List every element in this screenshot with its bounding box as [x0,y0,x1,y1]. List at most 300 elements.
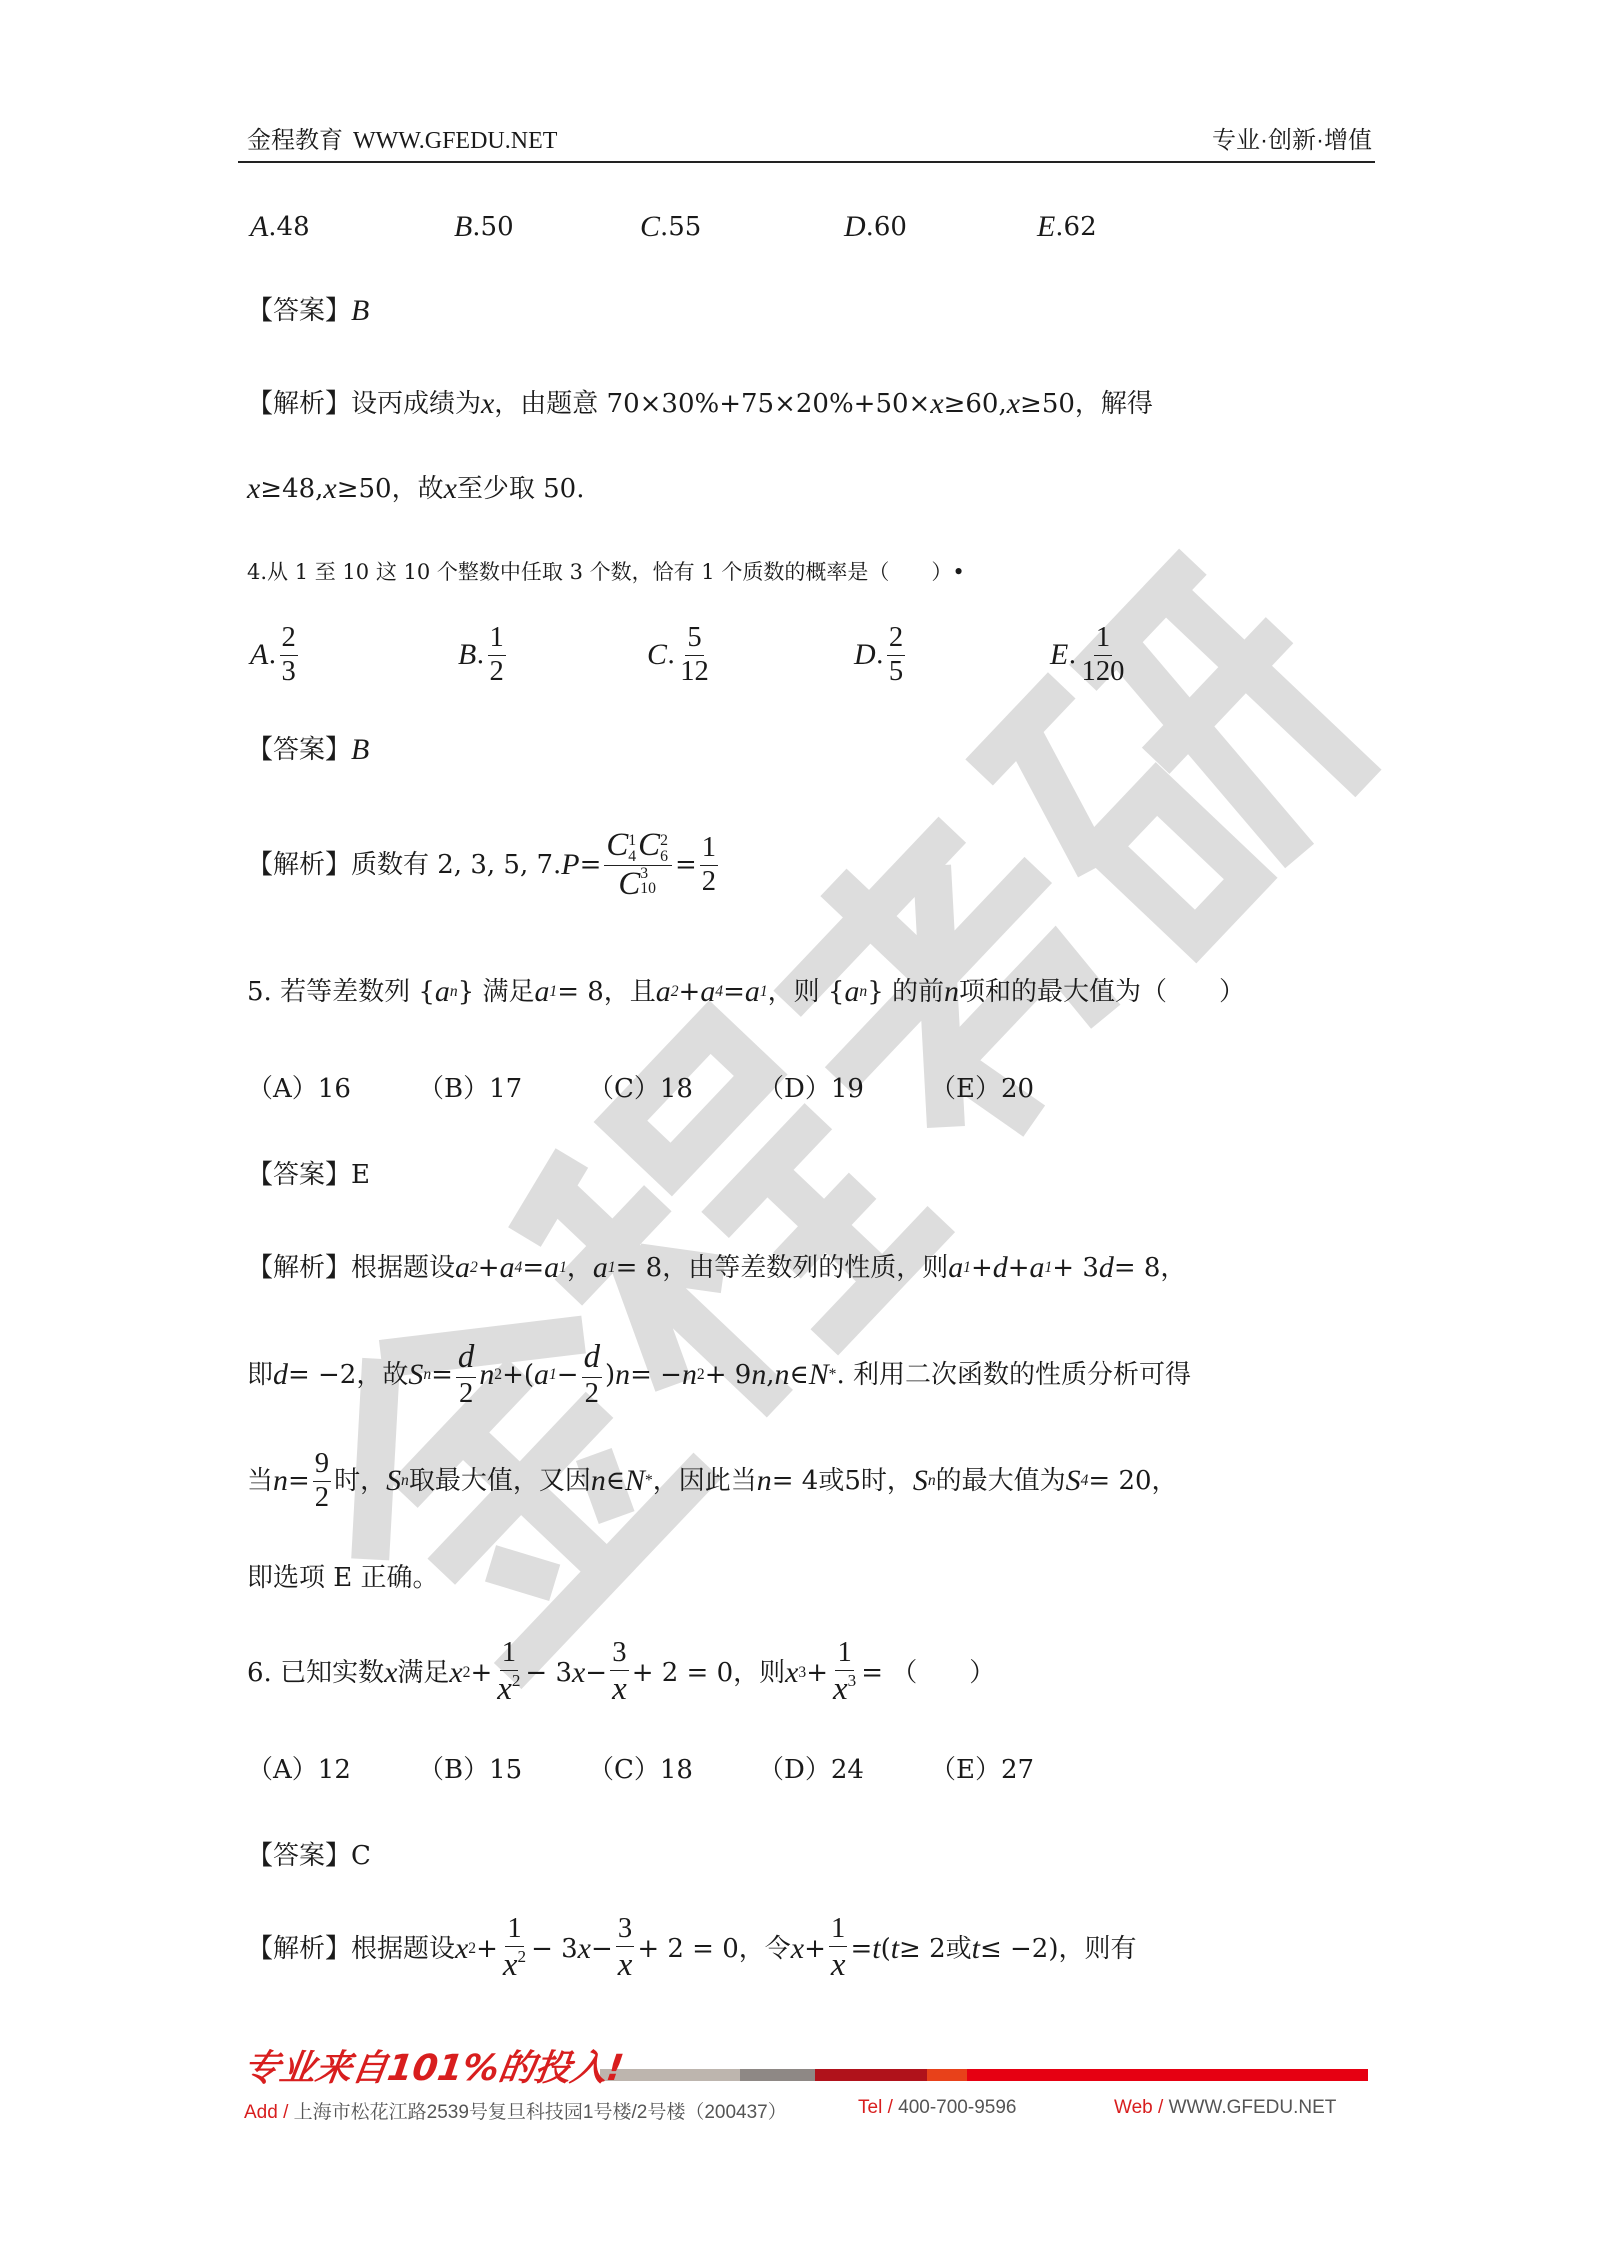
text-run: = [850,1934,873,1964]
text-line [247,1339,1191,1409]
text-run: ，由题意 70×30%+75×20%+50× [494,389,931,419]
text-run: − [585,1658,608,1688]
watermark-glyph-4 [979,548,1403,972]
denominator [610,1671,629,1709]
numerator [610,1637,628,1671]
subscript: 1 [759,983,768,1000]
text-run: + 3 [1052,1253,1099,1283]
math-variable: a [592,1251,608,1284]
text-run: + [806,1658,829,1688]
option-d: D . $\frac{2}{5}$ [854,621,904,687]
header-brand [247,120,557,155]
option-letter: E [1037,210,1056,243]
option-b: B . 50 [454,207,514,247]
numerator [604,827,672,866]
superscript: 3 [798,1664,807,1681]
fraction [582,1339,602,1411]
text-run: 即 [247,1360,274,1390]
math-variable: a [499,1251,515,1284]
fraction [829,1913,848,1985]
superscript: * [644,1472,653,1489]
option-text: （E）20 [930,1074,1035,1104]
option-e: E . $\frac{1}{120}$ [1050,621,1125,687]
text-run: + 2 = 0，则 [631,1658,786,1688]
text-run: = 8， [1113,1253,1187,1283]
math-variable: N [808,1358,829,1391]
text-run: = − [630,1360,682,1390]
text-run: 4.从 1 至 10 这 10 个整数中任取 3 个数，恰有 1 个质数的概率是（ ）• [247,560,965,584]
text-run: = （ ） [861,1658,996,1688]
numerator: 1 [488,622,506,656]
brand-name: 金程教育 [247,126,343,154]
text-run: 9 [314,1447,330,1479]
denominator [495,1671,522,1709]
text-run: 满足 [397,1658,450,1688]
text-run: = 4或5时， [771,1466,913,1496]
subscript: 1 [607,1259,616,1276]
math-variable: n [751,1358,767,1391]
option-fraction [678,622,711,689]
text-run: + [477,1253,500,1283]
option-b [418,1069,522,1109]
math-variable: a [744,975,760,1008]
text-run: 3 [617,1913,633,1945]
math-variable: x [833,1671,848,1708]
text-run: 的最大值为 [935,1466,1066,1496]
text-run: ≥50，故 [336,474,444,504]
option-b: B . $\frac{1}{2}$ [458,621,504,687]
text-run: ∈ [789,1360,809,1390]
footer-slogan: 专业来自101%的投入! [240,2048,627,2089]
option-c [588,1069,693,1109]
math-variable: t [890,1932,900,1965]
math-variable: d [273,1358,288,1391]
text-run: 即选项 E 正确。 [247,1563,439,1593]
option-a [247,1750,351,1790]
numerator [616,1913,634,1947]
math-variable: t [971,1932,980,1965]
fraction [700,832,718,899]
math-variable: x [449,1656,463,1689]
option-d: D . 60 [844,207,907,247]
fraction [313,1448,331,1515]
text-run: − [590,1934,613,1964]
denominator [583,1378,601,1411]
option-a: A . $\frac{2}{3}$ [250,621,296,687]
text-run: + [470,1658,493,1688]
subscript: 4 [514,1259,523,1276]
math-variable: a [455,1251,470,1284]
denominator: 120 [1081,655,1125,687]
option-text: （B）17 [418,1074,523,1104]
math-variable: a [1029,1251,1045,1284]
text-run: = 8，且 [557,977,656,1007]
text-run: 【答案】E [247,1160,370,1190]
text-run: 3 [612,1637,627,1669]
text-run: 5. 若等差数列 { [247,977,435,1007]
text-run: } 的前 [867,977,945,1007]
option-text: （A）16 [247,1074,351,1104]
superscript: 3 [847,1671,857,1691]
option-d [758,1069,864,1109]
math-variable: P [561,848,580,881]
numerator [313,1448,331,1482]
superscript: 2 [468,1940,477,1957]
math-variable: n [273,1464,288,1497]
option-letter: A [250,638,269,671]
text-run: = [723,977,745,1007]
option-value: 60 [873,212,907,242]
option-value: 48 [276,212,310,242]
text-run: ，因此当 [652,1466,757,1496]
superscript: 2 [511,1671,521,1691]
subscript: 10 [640,880,656,898]
text-run: ≥ 2或 [899,1934,972,1964]
bar-segment [815,2069,927,2081]
option-c: C . $\frac{5}{12}$ [647,621,709,687]
option-text: （C）18 [588,1755,693,1785]
text-run: = [579,850,602,880]
text-run: 1 [831,1913,846,1945]
fraction [604,827,672,904]
text-line [247,1155,370,1195]
text-run: 【答案】C [247,1841,371,1871]
math-variable: C [606,826,629,863]
text-run: 2 [458,1377,474,1409]
footer-color-bar [600,2069,1368,2081]
text-line [247,1637,996,1708]
math-variable: x [323,472,337,505]
option-b [418,1750,522,1790]
math-variable: t [872,1932,881,1965]
sub-superscript [628,833,636,864]
text-run: ) [605,1360,616,1390]
option-d [758,1750,864,1790]
numerator [500,1637,518,1671]
subscript: 1 [963,1259,971,1276]
math-variable: d [992,1251,1008,1284]
superscript: 2 [462,1664,471,1681]
denominator [831,1671,858,1709]
option-letter: A [250,210,269,243]
text-run: − 3 [525,1658,573,1688]
footer-tel: Tel / 400-700-9596 [858,2097,1017,2118]
text-run: 6. 已知实数 [247,1658,385,1688]
text-run: ，则 { [767,977,845,1007]
text-run: 当 [247,1466,274,1496]
superscript: 1 [628,832,637,850]
math-variable: x [1006,387,1021,420]
math-variable: C [618,865,641,902]
math-variable: x [790,1932,805,1965]
brand-url: WWW.GFEDU.NET [353,128,558,154]
text-line [247,1913,1137,1984]
math-variable: x [384,1656,398,1689]
option-letter: C [640,210,660,243]
denominator [616,866,660,904]
sub-superscript [640,866,656,897]
math-variable: x [497,1671,512,1708]
text-run: ， [566,1253,593,1283]
option-e: E . 62 [1037,207,1097,247]
math-variable: x [577,1932,591,1965]
text-run: + [970,1253,993,1283]
text-line [247,291,369,331]
fraction [610,1637,629,1709]
math-variable: n [944,975,959,1008]
subscript: 2 [469,1259,478,1276]
text-run: 【答案】 [247,296,352,326]
option-e [930,1069,1034,1109]
subscript: n [449,983,458,1000]
math-variable: x [443,472,457,505]
math-variable: n [479,1358,495,1391]
text-run: 1 [837,1637,852,1669]
math-variable: a [534,1358,549,1391]
subscript: n [401,1472,409,1489]
option-text: （A）12 [247,1755,351,1785]
text-run: +( [502,1360,535,1390]
text-run: ≥60, [943,389,1007,419]
footer-web: Web / WWW.GFEDU.NET [1114,2097,1337,2118]
superscript: 2 [660,832,668,850]
bar-segment [927,2069,967,2081]
text-line [247,1248,1186,1288]
text-run: + [678,977,701,1007]
subscript: 4 [1080,1472,1089,1489]
option-letter: C [647,638,667,671]
text-line [247,730,369,770]
text-run: = [674,850,697,880]
numerator: 5 [685,622,703,656]
footer-address: Add / 上海市松花江路2539号复旦科技园1号楼/2号楼（200437） [244,2102,787,2123]
subscript: 6 [660,847,668,865]
numerator [582,1339,602,1378]
header-divider [238,161,1375,163]
option-e [930,1750,1034,1790]
header-motto: 专业·创新·增值 [1212,127,1372,154]
option-text: （B）15 [418,1755,523,1785]
math-variable: a [655,975,671,1008]
denominator: 3 [281,655,296,687]
option-letter: E [1050,638,1069,671]
text-line [247,1447,1178,1513]
math-variable: n [681,1358,697,1391]
option-fraction [887,622,905,689]
text-line [247,972,1245,1012]
text-line [247,826,721,902]
numerator [505,1913,523,1947]
math-variable: C [638,826,661,863]
text-run: − [556,1360,579,1390]
superscript: * [828,1366,837,1383]
text-run: = [287,1466,310,1496]
text-run: ( [880,1934,891,1964]
superscript: 3 [640,864,649,882]
subscript: 1 [559,1259,567,1276]
option-c: C . 55 [640,207,701,247]
text-run: + [804,1934,826,1964]
math-variable: n [756,1464,772,1497]
option-value: 62 [1063,212,1097,242]
numerator [835,1637,853,1671]
text-run: + 9 [704,1360,752,1390]
option-value: 50 [480,212,514,242]
denominator [616,1947,635,1985]
denominator [700,866,718,899]
option-fraction [488,622,506,689]
math-variable: x [455,1932,469,1965]
subscript: 4 [628,847,637,865]
option-fraction [280,622,298,689]
math-variable: x [612,1671,627,1708]
math-variable: a [844,975,860,1008]
text-run: ∈ [605,1466,626,1496]
subscript: 1 [1044,1259,1053,1276]
text-run: 【答案】 [247,735,352,765]
denominator [829,1947,848,1985]
text-run: 1 [701,831,717,863]
fraction [831,1637,858,1709]
text-run: − 3 [531,1934,578,1964]
option-text: （D）24 [758,1755,864,1785]
subscript: n [423,1366,432,1383]
text-run: = 8，由等差数列的性质，则 [615,1253,949,1283]
math-variable: n [590,1464,606,1497]
numerator [829,1913,847,1947]
math-variable: x [502,1947,518,1984]
option-value: 55 [668,212,702,242]
fraction [495,1637,522,1709]
bar-segment [740,2069,815,2081]
text-run: + [1007,1253,1030,1283]
fraction [501,1913,528,1985]
text-line [247,1558,439,1598]
text-run: = [431,1360,453,1390]
denominator: 12 [680,655,709,687]
math-variable: d [457,1339,475,1376]
option-a: A . 48 [250,207,310,247]
text-run: 【解析】设丙成绩为 [247,389,482,419]
text-run: = −2，故 [287,1360,409,1390]
math-variable: B [351,294,370,327]
option-letter: D [844,210,866,243]
option-letter: D [854,638,876,671]
text-run: , [766,1360,775,1390]
math-variable: S [912,1464,928,1497]
text-run: 1 [507,1913,522,1945]
option-letter: B [458,638,477,671]
denominator [313,1482,331,1515]
subscript: n [859,983,868,1000]
denominator [501,1947,528,1985]
text-run: + [476,1934,498,1964]
numerator: 2 [280,622,298,656]
option-c [588,1750,693,1790]
subscript: 1 [548,1366,557,1383]
denominator [457,1378,475,1411]
subscript: 2 [670,983,679,1000]
text-run: ≥50，解得 [1020,389,1153,419]
math-variable: d [1098,1251,1114,1284]
math-variable: n [615,1358,631,1391]
text-run: + 2 = 0，令 [637,1934,791,1964]
denominator: 5 [888,655,904,687]
option-letter: B [454,210,473,243]
math-variable: a [544,1251,560,1284]
text-run: 时， [334,1466,387,1496]
text-run: 至少取 50. [456,474,585,504]
sub-superscript [660,833,668,864]
text-run: 2 [314,1481,330,1513]
option-fraction [1080,622,1127,689]
text-line [247,469,584,509]
text-run: 取最大值，又因 [408,1466,591,1496]
math-variable: a [948,1251,964,1284]
math-variable: N [625,1464,645,1497]
text-run: ≤ −2)，则有 [979,1934,1137,1964]
numerator [456,1339,476,1378]
subscript: 4 [715,983,724,1000]
text-run: 项和的最大值为（ ） [958,977,1245,1007]
text-run: 【解析】根据题设 [247,1253,456,1283]
text-run: 【解析】质数有 2, 3, 5, 7. [247,850,562,880]
math-variable: d [583,1339,601,1376]
math-variable: x [785,1656,799,1689]
math-variable: S [1065,1464,1081,1497]
subscript: n [927,1472,936,1489]
option-a [247,1069,351,1109]
math-variable: n [774,1358,790,1391]
math-variable: x [930,387,944,420]
text-line [247,1836,371,1876]
text-run: = 20， [1088,1466,1178,1496]
numerator [700,832,718,866]
text-run: . 利用二次函数的性质分析可得 [836,1360,1191,1390]
math-variable: x [247,472,261,505]
text-run: 【解析】根据题设 [247,1934,456,1964]
superscript: 2 [517,1947,527,1967]
math-variable: S [386,1464,402,1497]
math-variable: a [434,975,450,1008]
text-line [247,384,1153,424]
option-text: （D）19 [758,1074,864,1104]
bar-segment [967,2069,1368,2081]
fraction [456,1339,476,1411]
denominator: 2 [489,655,504,687]
superscript: 2 [494,1366,503,1383]
math-variable: x [481,387,495,420]
option-text: （E）27 [930,1755,1035,1785]
numerator: 2 [887,622,905,656]
math-variable: x [572,1656,586,1689]
subscript: 1 [549,983,558,1000]
text-run: } 满足 [457,977,535,1007]
text-line [247,552,965,592]
math-variable: B [351,733,370,766]
math-variable: a [534,975,550,1008]
math-variable: x [617,1947,633,1984]
math-variable: a [700,975,716,1008]
numerator: 1 [1094,622,1112,656]
fraction [616,1913,635,1985]
text-run: ≥48, [260,474,324,504]
text-run: 2 [584,1377,599,1409]
text-run: = [522,1253,545,1283]
math-variable: x [830,1947,846,1984]
option-text: （C）18 [588,1074,693,1104]
math-variable: S [408,1358,424,1391]
